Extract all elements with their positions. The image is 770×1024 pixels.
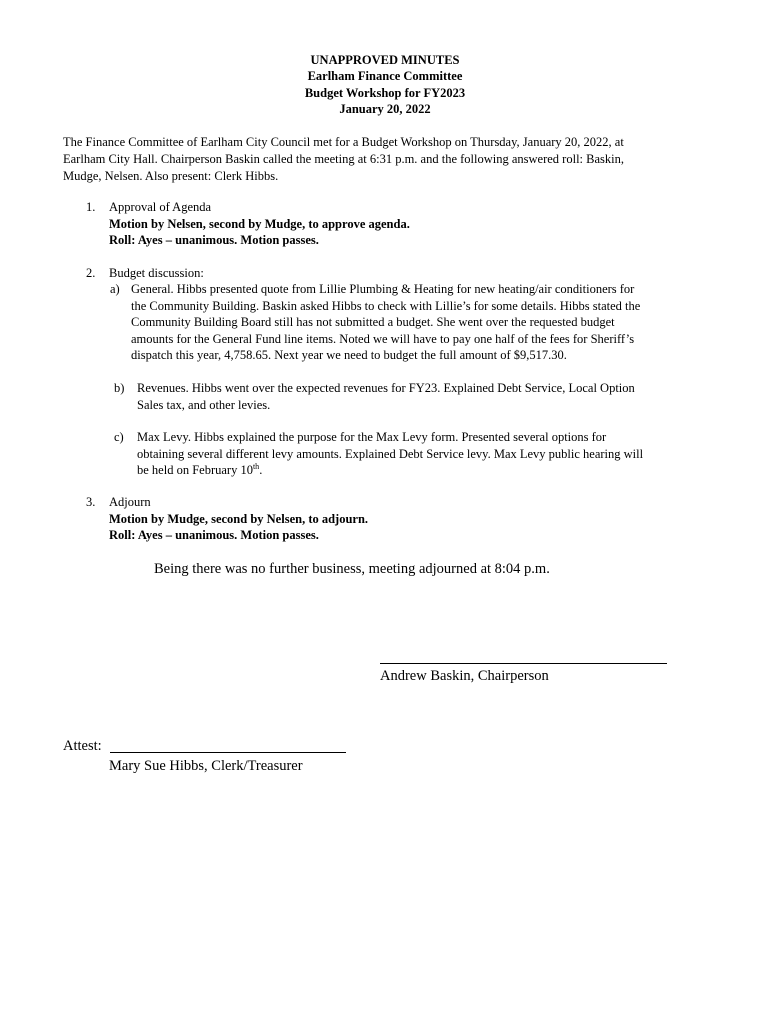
item-body — [109, 265, 204, 282]
sub-item-label: c) — [114, 430, 124, 444]
attest-signature-line — [110, 752, 346, 753]
item-title: Budget discussion: — [109, 266, 204, 280]
attest-label: Attest: — [63, 738, 102, 754]
sub-item-text — [131, 281, 711, 364]
sub-item-line: the Community Building. Baskin asked Hibbs to check with Lillie’s for some details. Hibbs stated the — [131, 298, 641, 313]
superscript-th: th — [252, 462, 260, 472]
chair-signature-line — [380, 663, 667, 664]
item-motion: Motion by Mudge, second by Nelsen, to adjourn. — [109, 511, 369, 526]
header-date: January 20, 2022 — [339, 102, 431, 117]
item-body — [109, 494, 368, 544]
item-number: 2. — [86, 266, 96, 280]
document-header — [0, 52, 770, 118]
sub-item-line: Community Building Board still has not submitted a budget. She went over the requested budget — [131, 315, 615, 330]
sub-item-line: dispatch this year, 4,758.65. Next year we need to budget the full amount of $9,517.30. — [131, 348, 567, 363]
sub-item-text-part: be held on February 10 — [137, 463, 253, 478]
item-number: 1. — [86, 200, 96, 214]
sub-item-line — [137, 462, 717, 479]
sub-item-text — [137, 380, 717, 413]
sub-item-label: b) — [114, 381, 125, 395]
item-number: 3. — [86, 495, 96, 509]
sub-item-line: General. Hibbs presented quote from Lillie Plumbing & Heating for new heating/air conditioners for — [131, 282, 635, 296]
intro-paragraph — [63, 134, 713, 185]
sub-item-label: a) — [110, 282, 120, 296]
intro-line: Mudge, Nelsen. Also present: Clerk Hibbs. — [63, 169, 279, 183]
header-committee: Earlham Finance Committee — [307, 69, 463, 84]
sub-item-line: Revenues. Hibbs went over the expected revenues for FY23. Explained Debt Service, Local Option — [137, 381, 635, 395]
closing-statement: Being there was no further business, meeting adjourned at 8:04 p.m. — [154, 561, 550, 577]
item-roll: Roll: Ayes – unanimous. Motion passes. — [109, 528, 319, 543]
sub-item-line: amounts for the General Fund line items. Noted we will have to pay one half of the fees for Sheriff’s — [131, 331, 635, 346]
item-motion: Motion by Nelsen, second by Mudge, to approve agenda. — [109, 216, 410, 231]
header-workshop: Budget Workshop for FY2023 — [304, 85, 466, 100]
sub-item-line: obtaining several different levy amounts. Explained Debt Service levy. Max Levy public hearing will — [137, 446, 644, 461]
item-body — [109, 199, 410, 249]
item-title: Approval of Agenda — [109, 200, 212, 214]
item-title: Adjourn — [109, 495, 151, 509]
sub-item-text-part: . — [259, 463, 263, 478]
intro-line: Earlham City Hall. Chairperson Baskin called the meeting at 6:31 p.m. and the following answered roll: Baskin, — [63, 152, 624, 166]
intro-line: The Finance Committee of Earlham City Council met for a Budget Workshop on Thursday, January 20, 2022, at — [63, 135, 624, 149]
item-roll: Roll: Ayes – unanimous. Motion passes. — [109, 233, 319, 248]
clerk-name: Mary Sue Hibbs, Clerk/Treasurer — [109, 758, 303, 774]
chair-name: Andrew Baskin, Chairperson — [380, 668, 549, 684]
sub-item-text — [137, 429, 717, 479]
header-title: UNAPPROVED MINUTES — [310, 53, 460, 67]
sub-item-line: Sales tax, and other levies. — [137, 397, 271, 412]
sub-item-line: Max Levy. Hibbs explained the purpose for the Max Levy form. Presented several options for — [137, 430, 607, 444]
